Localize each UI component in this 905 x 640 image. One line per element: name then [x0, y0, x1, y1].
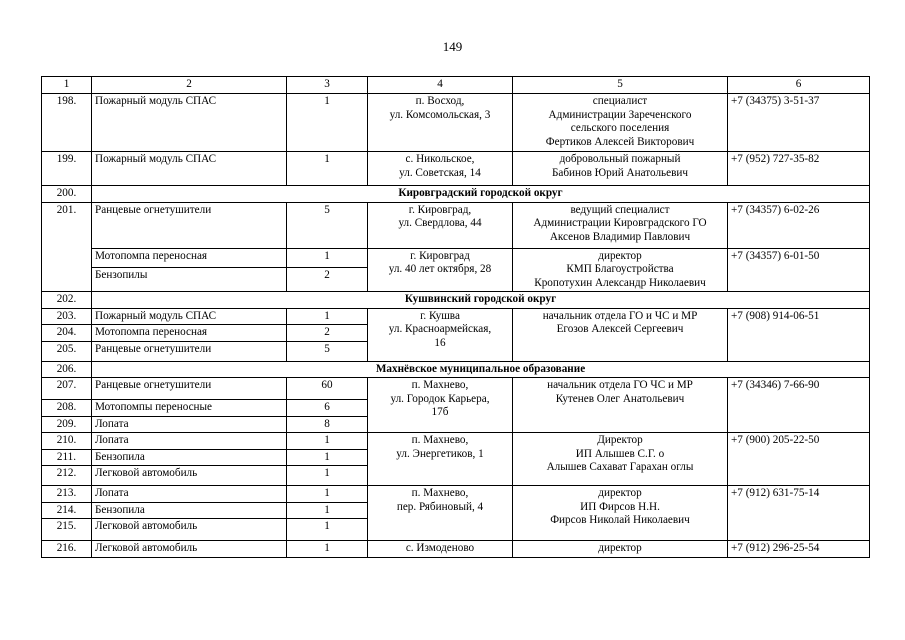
row-number: 201. [42, 202, 92, 292]
person-line: ведущий специалист [570, 203, 670, 216]
column-header: 6 [728, 77, 870, 94]
person-line: Бабинов Юрий Анатольевич [551, 166, 689, 179]
table-row [42, 433, 870, 450]
responsible-person [513, 248, 728, 292]
person-line: Кутенев Олег Анатольевич [555, 392, 685, 405]
equipment-name: Ранцевые огнетушители [92, 378, 287, 400]
equipment-name: Мотопомпы переносные [92, 400, 287, 417]
address [368, 308, 513, 361]
row-number: 203. [42, 308, 92, 325]
row-number: 202. [42, 292, 92, 309]
quantity: 1 [287, 248, 368, 268]
address-line: ул. Энергетиков, 1 [396, 447, 484, 460]
equipment-name: Легковой автомобиль [92, 519, 287, 541]
table-row [42, 541, 870, 558]
address-line: п. Восход, [415, 95, 465, 107]
quantity: 1 [287, 308, 368, 325]
row-number: 212. [42, 466, 92, 486]
equipment-name: Пожарный модуль СПАС [92, 152, 287, 186]
person-line: Фертиков Алексей Викторович [545, 135, 695, 148]
equipment-name: Легковой автомобиль [92, 541, 287, 558]
section-row [42, 186, 870, 203]
equipment-name: Мотопомпа переносная [92, 248, 287, 268]
quantity: 1 [287, 502, 368, 519]
row-number: 206. [42, 361, 92, 378]
address [368, 486, 513, 541]
phone: +7 (34357) 6-02-26 [728, 202, 870, 248]
person-line: Алышев Сахават Гарахан оглы [546, 461, 694, 473]
section-row [42, 361, 870, 378]
address-line: г. Кушва [420, 309, 460, 322]
person-line: Администрации Зареченского [548, 108, 692, 121]
person-line: директор [598, 487, 642, 499]
address-line: ул. 40 лет октября, 28 [388, 263, 492, 275]
responsible-person [513, 308, 728, 361]
section-row [42, 292, 870, 309]
responsible-person [513, 202, 728, 248]
row-number: 208. [42, 400, 92, 417]
responsible-person: директор [513, 541, 728, 558]
phone: +7 (34346) 7-66-90 [728, 378, 870, 433]
person-line: КМП Благоустройства [566, 263, 674, 275]
phone: +7 (912) 296-25-54 [728, 541, 870, 558]
column-header: 5 [513, 77, 728, 94]
person-line: Егозов Алексей Сергеевич [556, 323, 684, 335]
address-line: п. Махнево, [411, 487, 469, 499]
row-number: 205. [42, 341, 92, 361]
address [368, 94, 513, 152]
quantity: 1 [287, 94, 368, 152]
table-row [42, 248, 870, 268]
address [368, 202, 513, 248]
address-line: 17б [431, 406, 449, 418]
address [368, 248, 513, 292]
phone: +7 (908) 914-06-51 [728, 308, 870, 361]
phone: +7 (912) 631-75-14 [728, 486, 870, 541]
section-title: Кушвинский городской округ [92, 292, 870, 309]
address-line: п. Махнево, [411, 379, 469, 391]
quantity: 2 [287, 268, 368, 292]
person-line: начальник отдела ГО и ЧС и МР [542, 309, 698, 322]
phone: +7 (952) 727-35-82 [728, 152, 870, 186]
address-line: ул. Свердлова, 44 [398, 217, 482, 229]
column-header: 2 [92, 77, 287, 94]
address-line: 16 [434, 336, 446, 349]
address: с. Измоденово [368, 541, 513, 558]
quantity: 8 [287, 416, 368, 433]
person-line: сельского поселения [570, 122, 670, 134]
quantity: 5 [287, 202, 368, 248]
row-number: 209. [42, 416, 92, 433]
address-line: ул. Комсомольская, 3 [389, 108, 491, 121]
equipment-name: Лопата [92, 433, 287, 450]
person-line: специалист [592, 95, 648, 107]
equipment-name: Ранцевые огнетушители [92, 202, 287, 248]
quantity: 1 [287, 541, 368, 558]
address-line: с. Никольское, [405, 153, 475, 165]
quantity: 1 [287, 433, 368, 450]
person-line: директор [598, 249, 642, 262]
table-header-row [42, 77, 870, 94]
column-header: 1 [42, 77, 92, 94]
row-number: 215. [42, 519, 92, 541]
table-row [42, 94, 870, 152]
section-title: Кировградский городской округ [92, 186, 870, 203]
person-line: ИП Алышев С.Г. о [575, 447, 665, 460]
table-row [42, 308, 870, 325]
person-line: добровольный пожарный [559, 153, 681, 165]
quantity: 2 [287, 325, 368, 342]
phone: +7 (34375) 3-51-37 [728, 94, 870, 152]
equipment-name: Пожарный модуль СПАС [92, 94, 287, 152]
address-line: п. Махнево, [411, 434, 469, 446]
table-row [42, 378, 870, 400]
equipment-name: Ранцевые огнетушители [92, 341, 287, 361]
person-line: Аксенов Владимир Павлович [549, 230, 691, 243]
address [368, 433, 513, 486]
column-header: 3 [287, 77, 368, 94]
address-line: ул. Красноармейская, [388, 323, 492, 335]
address-line: пер. Рябиновый, 4 [396, 500, 484, 513]
page-number: 149 [442, 39, 463, 54]
quantity: 6 [287, 400, 368, 417]
quantity: 1 [287, 519, 368, 541]
person-line: ИП Фирсов Н.Н. [580, 500, 660, 513]
row-number: 211. [42, 449, 92, 466]
person-line: Администрации Кировградского ГО [533, 217, 707, 229]
responsible-person [513, 152, 728, 186]
quantity: 60 [287, 378, 368, 400]
person-line: начальник отдела ГО ЧС и МР [547, 379, 693, 391]
row-number: 207. [42, 378, 92, 400]
quantity: 1 [287, 486, 368, 503]
column-header: 4 [368, 77, 513, 94]
quantity: 1 [287, 449, 368, 466]
responsible-person [513, 94, 728, 152]
phone: +7 (900) 205-22-50 [728, 433, 870, 486]
quantity: 5 [287, 341, 368, 361]
row-number: 210. [42, 433, 92, 450]
table-row [42, 486, 870, 503]
quantity: 1 [287, 466, 368, 486]
row-number: 198. [42, 94, 92, 152]
quantity: 1 [287, 152, 368, 186]
equipment-name: Бензопила [92, 502, 287, 519]
responsible-person [513, 378, 728, 433]
row-number: 199. [42, 152, 92, 186]
row-number: 213. [42, 486, 92, 503]
address-line: ул. Советская, 14 [399, 166, 481, 179]
row-number: 200. [42, 186, 92, 203]
equipment-table [41, 76, 870, 558]
equipment-name: Пожарный модуль СПАС [92, 308, 287, 325]
equipment-name: Бензопила [92, 449, 287, 466]
person-line: Фирсов Николай Николаевич [550, 514, 690, 526]
table-row [42, 202, 870, 248]
equipment-name: Легковой автомобиль [92, 466, 287, 486]
address-line: г. Кировград [410, 249, 470, 262]
address [368, 378, 513, 433]
row-number: 204. [42, 325, 92, 342]
address-line: г. Кировград, [408, 203, 472, 216]
table-row [42, 152, 870, 186]
row-number: 216. [42, 541, 92, 558]
address [368, 152, 513, 186]
person-line: Кропотухин Александр Николаевич [534, 276, 706, 289]
responsible-person [513, 433, 728, 486]
person-line: Директор [597, 434, 643, 446]
phone: +7 (34357) 6-01-50 [728, 248, 870, 292]
responsible-person [513, 486, 728, 541]
address-line: ул. Городок Карьера, [390, 392, 490, 405]
section-title: Махнёвское муниципальное образование [92, 361, 870, 378]
equipment-name: Мотопомпа переносная [92, 325, 287, 342]
equipment-name: Лопата [92, 416, 287, 433]
row-number: 214. [42, 502, 92, 519]
equipment-name: Бензопилы [92, 268, 287, 292]
equipment-name: Лопата [92, 486, 287, 503]
